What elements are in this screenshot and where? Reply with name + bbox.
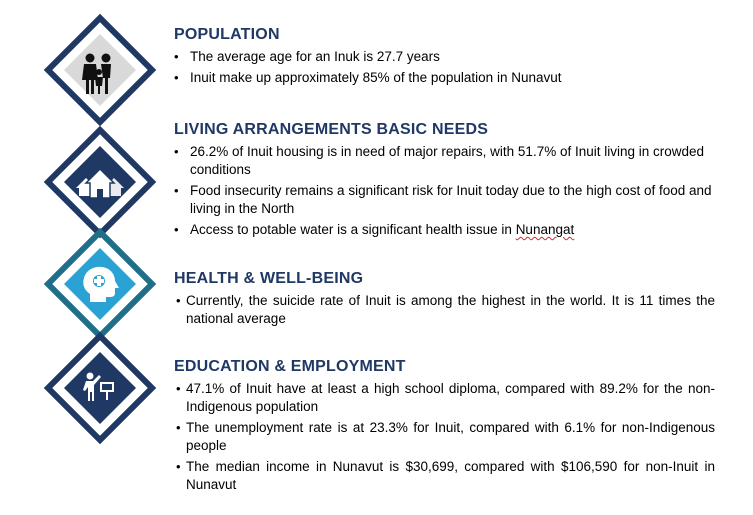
section-title: POPULATION (174, 26, 280, 43)
bullet-list (160, 380, 715, 494)
section-title: HEALTH & WELL-BEING (174, 270, 364, 287)
list-item: • The median income in Nunavut is $30,699, compared with $106,590 for non-Inuit in Nunavut (160, 458, 715, 494)
misspelled-word: Nunangat (515, 222, 575, 237)
list-item: • Currently, the suicide rate of Inuit is among the highest in the world. It is 11 times the national average (160, 292, 715, 328)
health-section (160, 270, 715, 331)
list-item: • The average age for an Inuk is 27.7 years (160, 48, 715, 66)
list-item: • 47.1% of Inuit have at least a high school diploma, compared with 89.2% for the non-Indigenous population (160, 380, 715, 416)
bullet-list (160, 48, 715, 87)
list-item: • The unemployment rate is at 23.3% for Inuit, compared with 6.1% for non-Indigenous people (160, 419, 715, 455)
list-item: • 26.2% of Inuit housing is in need of major repairs, with 51.7% of Inuit living in crowded conditions (160, 143, 715, 179)
population-section (160, 26, 715, 90)
diamond-chain (0, 0, 170, 515)
section-title: EDUCATION & EMPLOYMENT (174, 358, 406, 375)
section-title: LIVING ARRANGEMENTS BASIC NEEDS (174, 121, 489, 138)
list-item: • Food insecurity remains a significant risk for Inuit today due to the high cost of food and living in the North (160, 182, 715, 218)
education-section (160, 358, 715, 497)
bullet-list (160, 292, 715, 328)
list-item-text: Access to potable water is a significant health issue in (190, 222, 516, 237)
bullet-list (160, 143, 715, 239)
list-item: • Inuit make up approximately 85% of the population in Nunavut (160, 69, 715, 87)
living-arrangements-section (160, 121, 715, 242)
list-item (160, 221, 715, 239)
